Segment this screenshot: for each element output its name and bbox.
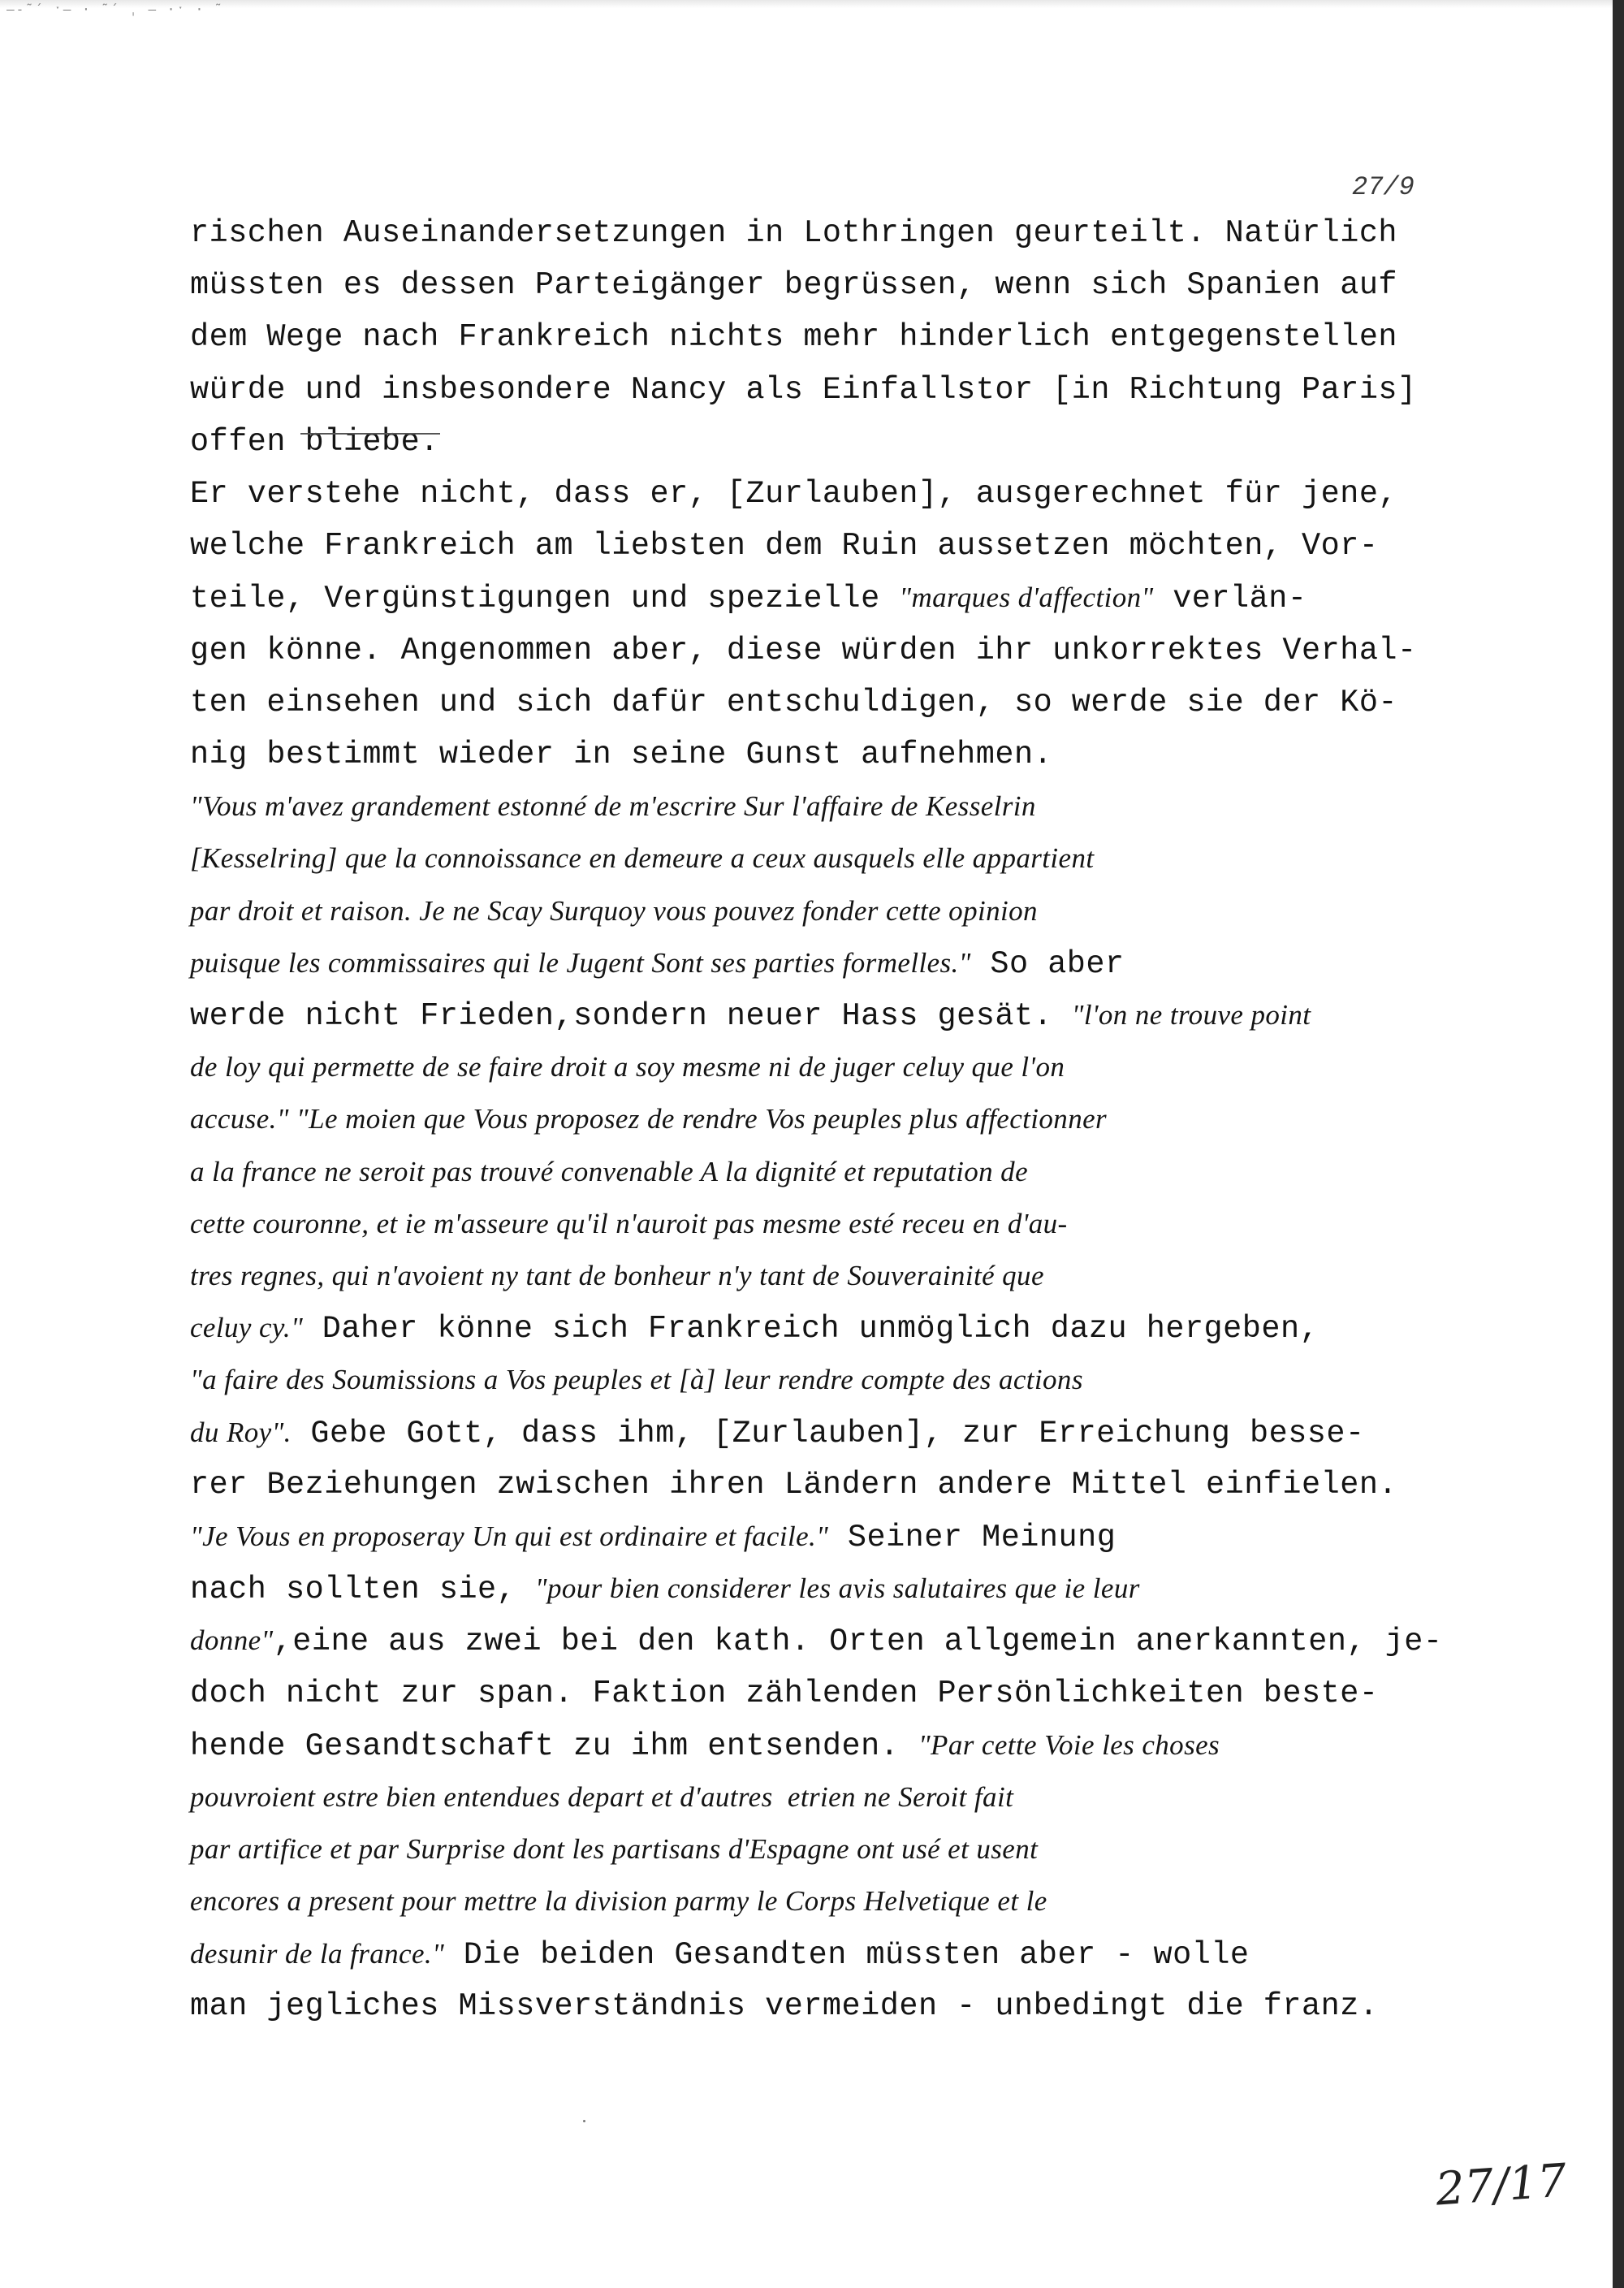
quoted-french-text: "pour bien considerer les avis salutaires que ie leur <box>534 1572 1140 1605</box>
page-number: 27/9 <box>1352 172 1415 202</box>
german-text: nach sollten sie, <box>190 1572 535 1608</box>
german-text: Daher könne sich Frankreich unmöglich dazu hergeben, <box>303 1311 1320 1347</box>
text-line <box>190 1464 1397 1505</box>
text-line <box>190 1152 1028 1192</box>
text-line <box>190 1881 1047 1922</box>
quoted-french-text: tres regnes, qui n'avoient ny tant de bonheur n'y tant de Souverainité que <box>190 1260 1044 1291</box>
text-line <box>190 1256 1044 1296</box>
text-line <box>190 1673 1378 1714</box>
german-text: verlän- <box>1153 581 1307 617</box>
german-text: dem Wege nach Frankreich nichts mehr hinderlich entgegenstellen <box>190 319 1398 356</box>
handwritten-folio-number: 27/17 <box>1433 2154 1569 2217</box>
german-text: ,eine aus zwei bei den kath. Orten allgemein anerkannten, je- <box>273 1624 1443 1660</box>
stray-mark <box>583 2120 585 2122</box>
quoted-french-text: desunir de la france." <box>190 1937 445 1970</box>
quoted-french-text: "Je Vous en proposeray Un qui est ordinaire et facile." <box>190 1520 829 1552</box>
text-line <box>190 1934 1250 1974</box>
text-line <box>190 1516 1116 1557</box>
quoted-french-text: par artifice et par Surprise dont les partisans d'Espagne ont usé et usent <box>190 1833 1039 1866</box>
german-text: würde und insbesondere Nancy als Einfallstor [in Richtung Paris] <box>190 371 1417 408</box>
quoted-french-text: "l'on ne trouve point <box>1071 999 1311 1031</box>
text-line <box>190 682 1397 723</box>
text-line <box>190 1099 1107 1140</box>
quoted-french-text: "a faire des Soumissions a Vos peuples et [à] leur rendre compte des actions <box>190 1364 1083 1396</box>
text-line <box>190 213 1397 253</box>
text-line <box>190 526 1378 566</box>
text-line <box>190 577 1307 618</box>
german-text: gen könne. Angenommen aber, diese würden ihr unkorrektes Verhal- <box>190 632 1417 668</box>
quoted-french-text: donne" <box>190 1624 274 1657</box>
text-line <box>190 838 1094 879</box>
scan-edge-top <box>0 0 1624 8</box>
quoted-french-text: "Par cette Voie les choses <box>918 1728 1220 1761</box>
quoted-french-text: du Roy". <box>190 1416 292 1448</box>
text-line <box>190 474 1397 514</box>
quoted-french-text: pouvroient estre bien entendues depart et d'autres etrien ne Seroit fait <box>190 1781 1014 1813</box>
german-text: man jegliches Missverständnis vermeiden - unbedingt die franz. <box>190 1987 1379 2024</box>
german-text: Gebe Gott, dass ihm, [Zurlauben], zur Erreichung besse- <box>291 1415 1365 1451</box>
text-line <box>190 1308 1319 1348</box>
text-line <box>190 1725 1220 1766</box>
german-text: rischen Auseinandersetzungen in Lothringen geurteilt. Natürlich <box>190 215 1398 251</box>
german-text: teile, Vergünstigungen und spezielle <box>190 581 900 617</box>
quoted-french-text: [Kesselring] que la connoissance en demeure a ceux ausquels elle appartient <box>190 842 1095 875</box>
insertion-mark <box>300 433 440 435</box>
german-text: welche Frankreich am liebsten dem Ruin aussetzen möchten, Vor- <box>190 528 1379 564</box>
german-text: hende Gesandtschaft zu ihm entsenden. <box>190 1728 918 1764</box>
text-line <box>190 891 1038 932</box>
german-text: nig bestimmt wieder in seine Gunst aufnehmen. <box>190 737 1053 772</box>
text-line <box>190 370 1417 410</box>
text-line <box>190 1204 1068 1244</box>
text-line <box>190 1047 1065 1088</box>
quoted-french-text: accuse." "Le moien que Vous proposez de rendre Vos peuples plus affectionner <box>190 1103 1108 1135</box>
german-text: werde nicht Frieden,sondern neuer Hass gesät. <box>190 998 1072 1034</box>
text-line <box>190 1620 1442 1661</box>
quoted-french-text: celuy cy." <box>190 1312 304 1344</box>
text-line <box>190 786 1036 827</box>
quoted-french-text: "Vous m'avez grandement estonné de m'escrire Sur l'affaire de Kesselrin <box>190 790 1036 823</box>
text-line <box>190 1568 1140 1609</box>
german-text: offen bliebe. <box>190 423 439 460</box>
quoted-french-text: encores a present pour mettre la division parmy le Corps Helvetique et le <box>190 1885 1047 1918</box>
german-text: Die beiden Gesandten müssten aber - wolle <box>444 1936 1250 1973</box>
text-line <box>190 1360 1083 1400</box>
german-text: ten einsehen und sich dafür entschuldigen, so werde sie der Kö- <box>190 684 1398 720</box>
german-text: müssten es dessen Parteigänger begrüssen, wenn sich Spanien auf <box>190 267 1398 304</box>
quoted-french-text: "marques d'affection" <box>899 582 1154 614</box>
text-line <box>190 317 1397 357</box>
text-line <box>190 630 1417 671</box>
text-line <box>190 734 1052 775</box>
quoted-french-text: par droit et raison. Je ne Scay Surquoy vous pouvez fonder cette opinion <box>190 894 1038 927</box>
quoted-french-text: puisque les commissaires qui le Jugent Sont ses parties formelles." <box>190 946 971 979</box>
text-line <box>190 1777 1013 1818</box>
text-line <box>190 1829 1038 1870</box>
german-text: rer Beziehungen zwischen ihren Ländern andere Mittel einfielen. <box>190 1466 1398 1503</box>
text-line <box>190 265 1397 305</box>
text-line <box>190 422 439 462</box>
text-line <box>190 995 1311 1036</box>
text-line <box>190 1412 1365 1453</box>
german-text: Er verstehe nicht, dass er, [Zurlauben], ausgerechnet für jene, <box>190 476 1398 512</box>
german-text: doch nicht zur span. Faktion zählenden Persönlichkeiten beste- <box>190 1675 1379 1711</box>
text-line <box>190 943 1125 984</box>
german-text: So aber <box>970 945 1125 982</box>
scan-edge-right <box>1613 0 1624 2288</box>
quoted-french-text: a la france ne seroit pas trouvé convenable A la dignité et reputation de <box>190 1155 1029 1187</box>
scan-specks: ‒‐˜´ ˑ‒ · ˜´ ˌ ‒ ·ˑ · ˜ <box>6 2 224 17</box>
german-text: Seiner Meinung <box>828 1520 1116 1555</box>
text-line <box>190 1986 1378 2026</box>
quoted-french-text: de loy qui permette de se faire droit a soy mesme ni de juger celuy que l'on <box>190 1051 1065 1083</box>
quoted-french-text: cette couronne, et ie m'asseure qu'il n'auroit pas mesme esté receu en d'au- <box>190 1207 1068 1239</box>
